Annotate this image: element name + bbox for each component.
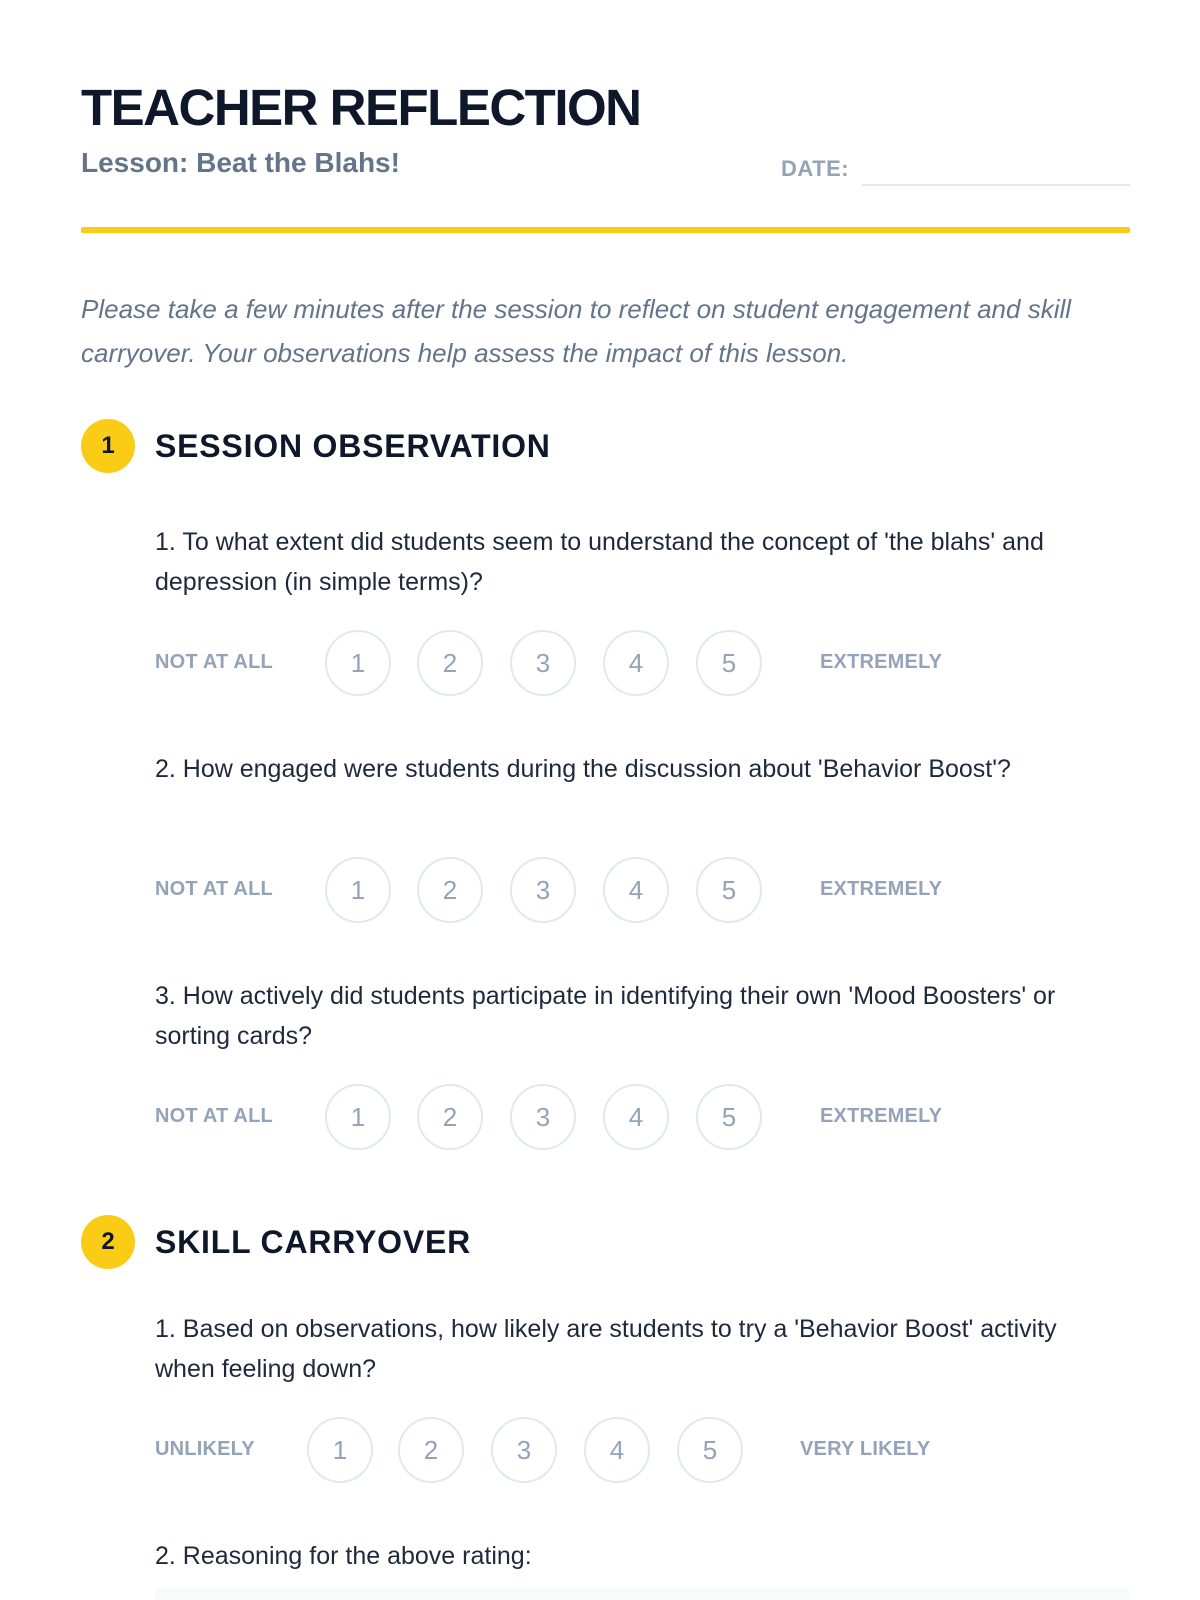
rating-option-5[interactable]: 5: [696, 857, 762, 923]
rating-option-2[interactable]: 2: [398, 1417, 464, 1483]
rating-option-2[interactable]: 2: [417, 1084, 483, 1150]
rating-option-5[interactable]: 5: [696, 1084, 762, 1150]
rating-option-2[interactable]: 2: [417, 857, 483, 923]
scale-low-label: NOT AT ALL: [155, 651, 273, 673]
scale-low-label: NOT AT ALL: [155, 1105, 273, 1127]
rating-option-5[interactable]: 5: [677, 1417, 743, 1483]
section-title: SESSION OBSERVATION: [155, 428, 551, 464]
rating-option-3[interactable]: 3: [491, 1417, 557, 1483]
section-title: SKILL CARRYOVER: [155, 1224, 472, 1260]
question-text: 3. How actively did students participate in identifying their own 'Mood Boosters' or sorting cards?: [155, 982, 1056, 1050]
section-number-badge: 2: [81, 1215, 135, 1269]
reasoning-textarea[interactable]: [155, 1588, 1130, 1600]
lesson-subtitle: Lesson: Beat the Blahs!: [81, 147, 400, 178]
date-label: DATE:: [781, 156, 850, 181]
rating-option-1[interactable]: 1: [325, 630, 391, 696]
scale-high-label: EXTREMELY: [820, 878, 943, 900]
date-field[interactable]: [862, 184, 1130, 186]
scale-high-label: EXTREMELY: [820, 1105, 943, 1127]
question-text: 1. To what extent did students seem to understand the concept of 'the blahs' and depression (in simple terms)?: [155, 528, 1044, 596]
rating-option-4[interactable]: 4: [584, 1417, 650, 1483]
rating-option-3[interactable]: 3: [510, 1084, 576, 1150]
rating-option-4[interactable]: 4: [603, 630, 669, 696]
scale-high-label: VERY LIKELY: [800, 1438, 931, 1460]
question-text: 1. Based on observations, how likely are students to try a 'Behavior Boost' activity when feeling down?: [155, 1315, 1057, 1383]
reflection-page: [81, 0, 1131, 1600]
rating-option-4[interactable]: 4: [603, 857, 669, 923]
scale-low-label: UNLIKELY: [155, 1438, 255, 1460]
rating-option-3[interactable]: 3: [510, 857, 576, 923]
scale-low-label: NOT AT ALL: [155, 878, 273, 900]
rating-option-1[interactable]: 1: [325, 1084, 391, 1150]
intro-text: Please take a few minutes after the session to reflect on student engagement and skill carryover. Your observations help assess the impact of this lesson.: [81, 294, 1072, 368]
rating-option-1[interactable]: 1: [307, 1417, 373, 1483]
rating-option-1[interactable]: 1: [325, 857, 391, 923]
page-title: TEACHER REFLECTION: [81, 79, 641, 136]
question-text: 2. Reasoning for the above rating:: [155, 1542, 532, 1570]
rating-option-5[interactable]: 5: [696, 630, 762, 696]
rating-option-4[interactable]: 4: [603, 1084, 669, 1150]
scale-high-label: EXTREMELY: [820, 651, 943, 673]
section-number-badge: 1: [81, 419, 135, 473]
rating-option-2[interactable]: 2: [417, 630, 483, 696]
question-text: 2. How engaged were students during the discussion about 'Behavior Boost'?: [155, 755, 1011, 783]
header-divider: [81, 227, 1130, 233]
rating-option-3[interactable]: 3: [510, 630, 576, 696]
